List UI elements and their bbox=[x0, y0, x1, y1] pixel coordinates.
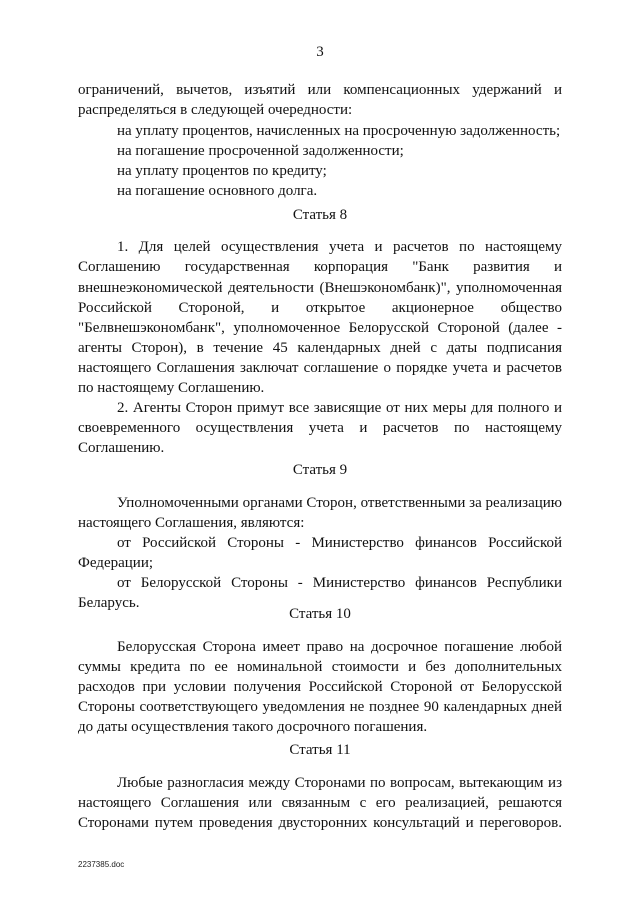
body-line: на погашение основного долга. bbox=[117, 183, 318, 199]
article-10-heading: Статья 10 bbox=[289, 606, 351, 622]
body-line: суммы кредита по ее номинальной стоимости и без дополнительных bbox=[78, 659, 562, 675]
body-line: настоящего Соглашения, являются: bbox=[78, 515, 305, 531]
page-number: 3 bbox=[316, 44, 324, 60]
body-line: распределяться в следующей очередности: bbox=[78, 102, 353, 118]
body-line: от Российской Стороны - Министерство финансов Российской bbox=[117, 535, 562, 551]
body-line: агенты Сторон), в течение 45 календарных дней с даты подписания bbox=[78, 340, 562, 356]
body-line: по настоящему Соглашению. bbox=[78, 380, 265, 396]
body-line: Белорусская Сторона имеет право на досрочное погашение любой bbox=[117, 639, 562, 655]
body-line: Соглашению. bbox=[78, 440, 165, 456]
body-line: Стороны соответствующего уведомления не позднее 90 календарных дней bbox=[78, 699, 562, 715]
footer-filename: 2237385.doc bbox=[78, 860, 125, 869]
body-line: Беларусь. bbox=[78, 595, 140, 611]
body-line: настоящего Соглашения заключат соглашение о порядке учета и расчетов bbox=[78, 360, 562, 376]
body-line: 1. Для целей осуществления учета и расчетов по настоящему bbox=[117, 239, 562, 255]
body-line: до даты осуществления такого досрочного погашения. bbox=[78, 719, 428, 735]
body-line: на погашение просроченной задолженности; bbox=[117, 143, 404, 159]
body-line: настоящего Соглашения или связанным с его реализацией, решаются bbox=[78, 795, 562, 811]
body-line: Федерации; bbox=[78, 555, 154, 571]
article-9-heading: Статья 9 bbox=[292, 462, 348, 478]
body-line: внешнеэкономической деятельности (Внешэкономбанк)", уполномоченная bbox=[78, 280, 562, 296]
body-line: Уполномоченными органами Сторон, ответственными за реализацию bbox=[117, 495, 562, 511]
body-line: своевременного осуществления учета и расчетов по настоящему bbox=[78, 420, 562, 436]
body-line: расходов при условии получения Российской Стороной от Белорусской bbox=[78, 679, 562, 695]
body-line: на уплату процентов по кредиту; bbox=[117, 163, 327, 179]
body-line: 2. Агенты Сторон примут все зависящие от них меры для полного и bbox=[117, 400, 562, 416]
body-line: Соглашению государственная корпорация "Банк развития и bbox=[78, 259, 562, 275]
article-8-heading: Статья 8 bbox=[292, 207, 348, 223]
body-line: на уплату процентов, начисленных на просроченную задолженность; bbox=[117, 123, 561, 139]
body-line: "Белвнешэкономбанк", уполномоченное Белорусской Стороной (далее - bbox=[78, 320, 562, 336]
article-11-heading: Статья 11 bbox=[289, 742, 351, 758]
body-line: Российской Стороной, и открытое акционерное общество bbox=[78, 300, 562, 316]
body-line: Сторонами путем проведения двусторонних консультаций и переговоров. bbox=[78, 815, 562, 831]
body-line: ограничений, вычетов, изъятий или компенсационных удержаний и bbox=[78, 82, 562, 98]
body-line: от Белорусской Стороны - Министерство финансов Республики bbox=[117, 575, 562, 591]
body-line: Любые разногласия между Сторонами по вопросам, вытекающим из bbox=[117, 775, 562, 791]
